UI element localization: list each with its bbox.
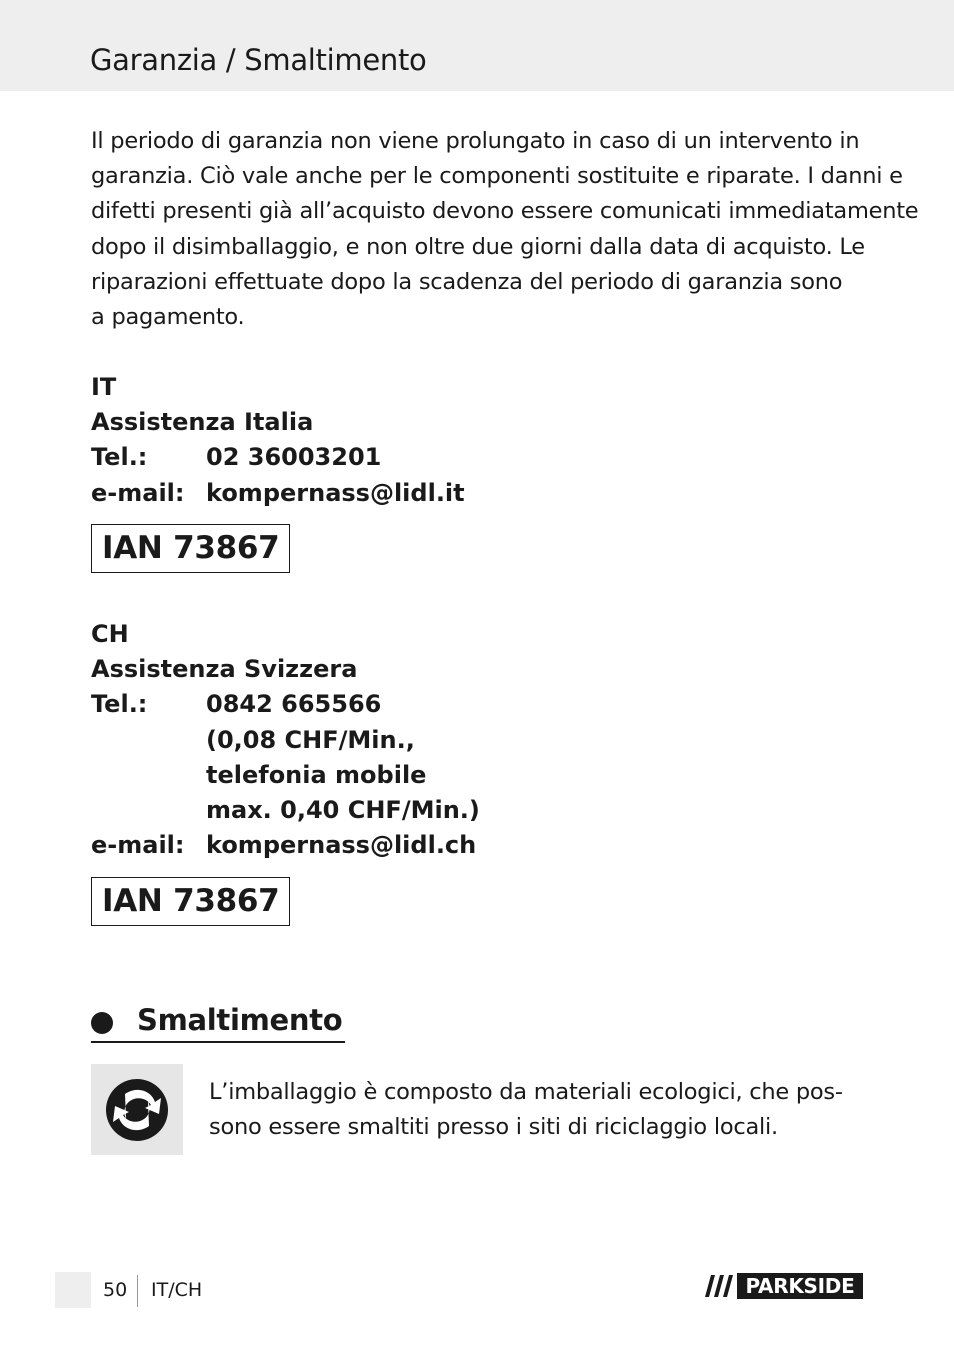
service-name: Assistenza Italia xyxy=(91,408,314,437)
disposal-paragraph xyxy=(209,1075,869,1145)
heading-underline xyxy=(91,1041,345,1043)
ian-box-italy xyxy=(91,524,290,573)
paragraph-line: L’imballaggio è composto da materiali ecologici, che pos- xyxy=(209,1079,843,1105)
email-address: kompernass@lidl.it xyxy=(206,478,465,507)
bullet-icon xyxy=(91,1012,113,1034)
service-name: Assistenza Svizzera xyxy=(91,655,358,684)
email-label: e-mail: xyxy=(91,478,185,507)
service-contact-switzerland xyxy=(91,617,480,863)
footer-divider xyxy=(137,1275,138,1307)
country-code: CH xyxy=(91,620,129,648)
phone-note-line xyxy=(91,723,480,758)
page-header xyxy=(0,0,954,91)
phone-note: (0,08 CHF/Min., xyxy=(206,725,415,754)
phone-number: 0842 665566 xyxy=(206,690,382,719)
email-label: e-mail: xyxy=(91,831,185,860)
service-contact-italy xyxy=(91,370,465,511)
ian-number: IAN 73867 xyxy=(102,530,280,566)
recycling-green-dot-icon xyxy=(91,1064,183,1155)
paragraph-line: riparazioni effettuate dopo la scadenza del periodo di garanzia sono xyxy=(91,268,843,295)
phone-label: Tel.: xyxy=(91,443,148,472)
email-row xyxy=(91,828,480,863)
ian-number: IAN 73867 xyxy=(102,883,280,919)
phone-note-line xyxy=(91,758,480,793)
page-number: 50 xyxy=(103,1279,128,1301)
phone-label: Tel.: xyxy=(91,690,148,719)
email-row xyxy=(91,476,465,511)
logo-slashes-icon xyxy=(705,1273,735,1299)
paragraph-line: dopo il disimballaggio, e non oltre due giorni dalla data di acquisto. Le xyxy=(91,233,865,260)
phone-note-line xyxy=(91,793,480,828)
brand-name: PARKSIDE xyxy=(737,1273,863,1299)
recycling-symbol xyxy=(103,1076,171,1144)
paragraph-line: garanzia. Ciò vale anche per le componenti sostituite e riparate. I danni e xyxy=(91,163,903,190)
section-title: Smaltimento xyxy=(137,1003,343,1037)
ian-box-switzerland xyxy=(91,877,290,926)
phone-row xyxy=(91,440,465,475)
country-code: IT xyxy=(91,373,117,401)
email-address: kompernass@lidl.ch xyxy=(206,831,477,860)
paragraph-line: Il periodo di garanzia non viene prolungato in caso di un intervento in xyxy=(91,128,860,154)
phone-number: 02 36003201 xyxy=(206,443,382,472)
phone-note: max. 0,40 CHF/Min.) xyxy=(206,795,480,824)
paragraph-line: difetti presenti già all’acquisto devono essere comunicati immediatamente xyxy=(91,198,919,225)
footer-tab xyxy=(55,1272,91,1308)
warranty-paragraph xyxy=(91,124,919,335)
paragraph-line: a pagamento. xyxy=(91,304,245,331)
paragraph-line: sono essere smaltiti presso i siti di riciclaggio locali. xyxy=(209,1114,778,1141)
phone-row xyxy=(91,687,480,722)
brand-logo xyxy=(705,1273,863,1299)
locale-label: IT/CH xyxy=(151,1279,203,1301)
phone-note: telefonia mobile xyxy=(206,760,427,789)
page-title: Garanzia / Smaltimento xyxy=(90,43,427,77)
